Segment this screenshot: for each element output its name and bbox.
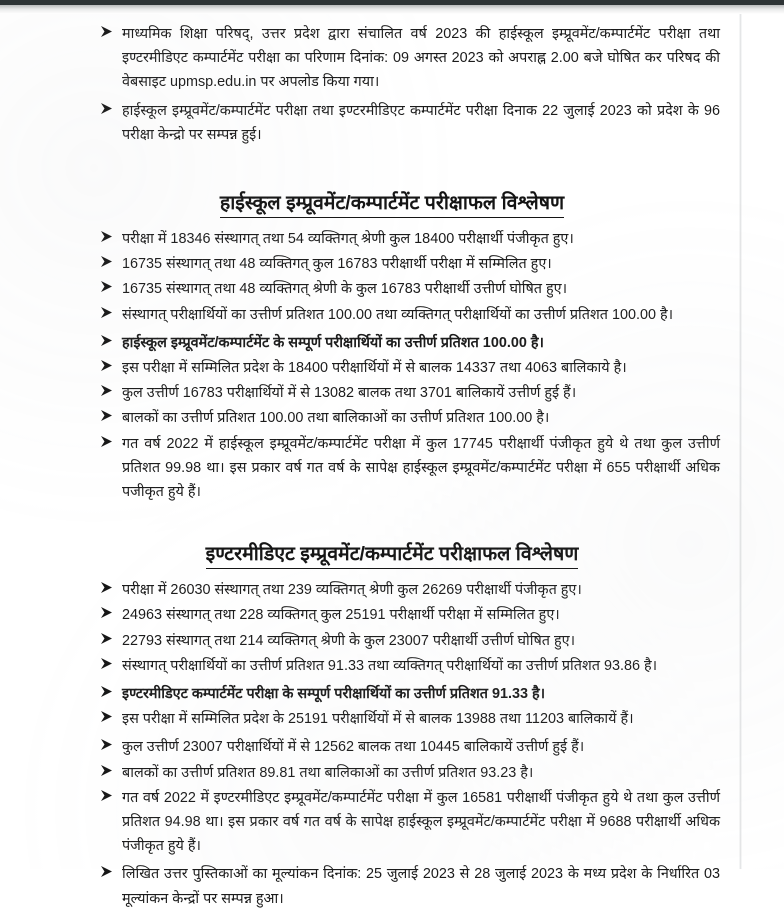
list-item-text: माध्यमिक शिक्षा परिषद्, उत्तर प्रदेश द्वारा संचालित वर्ष 2023 की हाईस्कूल इम्प्रूवमेंट/कम्पार्टमेंट परीक्षा तथा इण्टरमीडिएट कम्पार्टमेंट परीक्षा का परिणाम दिनांक: 09 अगस्त 2023 को अपराह्न 2.00 बजे घोषित कर परिषद की वेबसाइट upmsp.edu.in पर अपलोड किया गया।	[122, 26, 720, 91]
list-item	[0, 381, 784, 405]
section-spacer	[0, 508, 784, 518]
arrowhead-right-icon	[99, 358, 115, 374]
list-item-text: गत वर्ष 2022 में इण्टरमीडिएट इम्प्रूवमेंट/कम्पार्टमेंट परीक्षा में कुल 16581 परीक्षार्थी पंजीकृत हुये थे तथा कुल उत्तीर्ण प्रतिशत 94.98 था। इस प्रकार वर्ष गत वर्ष के सापेक्ष हाईस्कूल इम्प्रूवमेंट/कम्पार्टमेंट परीक्षा में 9688 परीक्षार्थी अधिक पंजीकृत हुये हैं।	[122, 789, 720, 855]
arrowhead-right-icon	[99, 737, 115, 753]
list-item-highlight	[0, 331, 784, 355]
arrowhead-right-icon	[99, 24, 115, 40]
list-item	[0, 432, 784, 505]
list-item	[0, 227, 784, 251]
list-item	[0, 707, 784, 731]
arrowhead-right-icon	[99, 684, 115, 700]
list-item	[0, 277, 784, 301]
list-item	[0, 99, 784, 147]
list-item-highlight	[0, 682, 784, 706]
list-item	[0, 761, 784, 785]
list-item-text: हाईस्कूल इम्प्रूवमेंट/कम्पार्टमेंट के सम्पूर्ण परीक्षार्थियों का उत्तीर्ण प्रतिशत 100.00 है।	[122, 334, 544, 351]
arrowhead-right-icon	[99, 788, 115, 804]
list-item-text: संस्थागत् परीक्षार्थियों का उत्तीर्ण प्रतिशत 100.00 तथा व्यक्तिगत् परीक्षार्थियों का उत्तीर्ण प्रतिशत 100.00 है।	[122, 306, 674, 323]
list-item-text: हाईस्कूल इम्प्रूवमेंट/कम्पार्टमेंट परीक्षा तथा इण्टरमीडिएट कम्पार्टमेंट परीक्षा दिनाक 22 जुलाई 2023 को प्रदेश के 96 परीक्षा केन्द्रो पर सम्पन्न हुई।	[122, 102, 720, 143]
section-heading-intermediate-text: इण्टरमीडिएट इम्प्रूवमेंट/कम्पार्टमेंट परीक्षाफल विश्लेषण	[206, 539, 579, 569]
list-item	[0, 603, 784, 627]
list-item	[0, 629, 784, 653]
scan-top-fade	[0, 5, 784, 14]
arrowhead-right-icon	[99, 580, 115, 596]
list-item-text: 24963 संस्थागत् तथा 228 व्यक्तिगत् कुल 25191 परीक्षार्थी परीक्षा में सम्मिलित हुए।	[122, 607, 560, 624]
arrowhead-right-icon	[99, 631, 115, 647]
arrowhead-right-icon	[99, 864, 115, 880]
list-item	[0, 735, 784, 759]
arrowhead-right-icon	[99, 279, 115, 295]
list-item	[0, 252, 784, 276]
document-body	[0, 22, 784, 915]
section-heading-intermediate	[0, 539, 784, 569]
list-item-text: गत वर्ष 2022 में हाईस्कूल इम्प्रूवमेंट/कम्पार्टमेंट परीक्षा में कुल 17745 परीक्षार्थी पंजीकृत हुये थे तथा कुल उत्तीर्ण प्रतिशत 99.98 था। इस प्रकार वर्ष गत वर्ष के सापेक्ष हाईस्कूल इम्प्रूवमेंट/कम्पार्टमेंट परीक्षा में 655 परीक्षार्थी अधिक पजीकृत हुये हैं।	[122, 435, 720, 501]
list-item-text: 22793 संस्थागत् तथा 214 व्यक्तिगत् श्रेणी के कुल 23007 परीक्षार्थी उत्तीर्ण घोषित हुए।	[122, 632, 576, 649]
list-item-text: बालकों का उत्तीर्ण प्रतिशत 100.00 तथा बालिकाओं का उत्तीर्ण प्रतिशत 100.00 है।	[122, 410, 550, 427]
arrowhead-right-icon	[99, 333, 115, 349]
list-item-text: बालकों का उत्तीर्ण प्रतिशत 89.81 तथा बालिकाओं का उत्तीर्ण प्रतिशत 93.23 है।	[122, 764, 534, 781]
list-item-text: कुल उत्तीर्ण 16783 परीक्षार्थियों में से 13082 बालक तथा 3701 बालिकायें उत्तीर्ण हुई हैं।	[122, 385, 577, 402]
list-item	[0, 303, 784, 327]
arrowhead-right-icon	[99, 709, 115, 725]
list-item-text: लिखित उत्तर पुस्तिकाओं का मूल्यांकन दिनांक: 25 जुलाई 2023 से 28 जुलाई 2023 के मध्य प्रदेश के निर्धारित 03 मूल्यांकन केन्द्रों पर सम्पन्न हुआ।	[122, 866, 720, 907]
arrowhead-right-icon	[99, 605, 115, 621]
section-heading-highschool-text: हाईस्कूल इम्प्रूवमेंट/कम्पार्टमेंट परीक्षाफल विश्लेषण	[220, 188, 564, 218]
list-item-text: परीक्षा में 26030 संस्थागत् तथा 239 व्यक्तिगत् श्रेणी कुल 26269 परीक्षार्थी पंजीकृत हुए।	[122, 582, 582, 599]
list-item-text: 16735 संस्थागत् तथा 48 व्यक्तिगत् श्रेणी के कुल 16783 परीक्षार्थी उत्तीर्ण घोषित हुए।	[122, 281, 568, 298]
scan-top-band	[0, 0, 784, 5]
arrowhead-right-icon	[99, 305, 115, 321]
list-item-text: इण्टरमीडिएट कम्पार्टमेंट परीक्षा के सम्पूर्ण परीक्षार्थियों का उत्तीर्ण प्रतिशत 91.33 है।	[122, 686, 546, 703]
arrowhead-right-icon	[99, 763, 115, 779]
list-item-text: 16735 संस्थागत् तथा 48 व्यक्तिगत् कुल 16783 परीक्षार्थी परीक्षा में सम्मिलित हुए।	[122, 256, 552, 273]
list-item-text: परीक्षा में 18346 संस्थागत् तथा 54 व्यक्तिगत् श्रेणी कुल 18400 परीक्षार्थी पंजीकृत हुए।	[122, 231, 574, 248]
arrowhead-right-icon	[99, 229, 115, 245]
section-spacer	[0, 151, 784, 167]
list-item-text: इस परीक्षा में सम्मिलित प्रदेश के 25191 परीक्षार्थियों में से बालक 13988 तथा 11203 बालिकायें हैं।	[122, 711, 634, 728]
section-heading-highschool	[0, 188, 784, 218]
list-item	[0, 786, 784, 859]
list-item-text: इस परीक्षा में सम्मिलित प्रदेश के 18400 परीक्षार्थियों में से बालक 14337 तथा 4063 बालिकाये है।	[122, 360, 627, 377]
arrowhead-right-icon	[99, 408, 115, 424]
arrowhead-right-icon	[99, 656, 115, 672]
list-item	[0, 22, 784, 95]
list-item	[0, 578, 784, 602]
list-item-text: संस्थागत् परीक्षार्थियों का उत्तीर्ण प्रतिशत 91.33 तथा व्यक्तिगत् परीक्षार्थियों का उत्तीर्ण प्रतिशत 93.86 है।	[122, 657, 658, 674]
arrowhead-right-icon	[99, 101, 115, 117]
list-item	[0, 406, 784, 430]
arrowhead-right-icon	[99, 383, 115, 399]
arrowhead-right-icon	[99, 254, 115, 270]
arrowhead-right-icon	[99, 434, 115, 450]
list-item	[0, 356, 784, 380]
list-item	[0, 862, 784, 910]
list-item-text: कुल उत्तीर्ण 23007 परीक्षार्थियों में से 12562 बालक तथा 10445 बालिकायें उत्तीर्ण हुई हैं।	[122, 739, 585, 756]
list-item	[0, 654, 784, 678]
